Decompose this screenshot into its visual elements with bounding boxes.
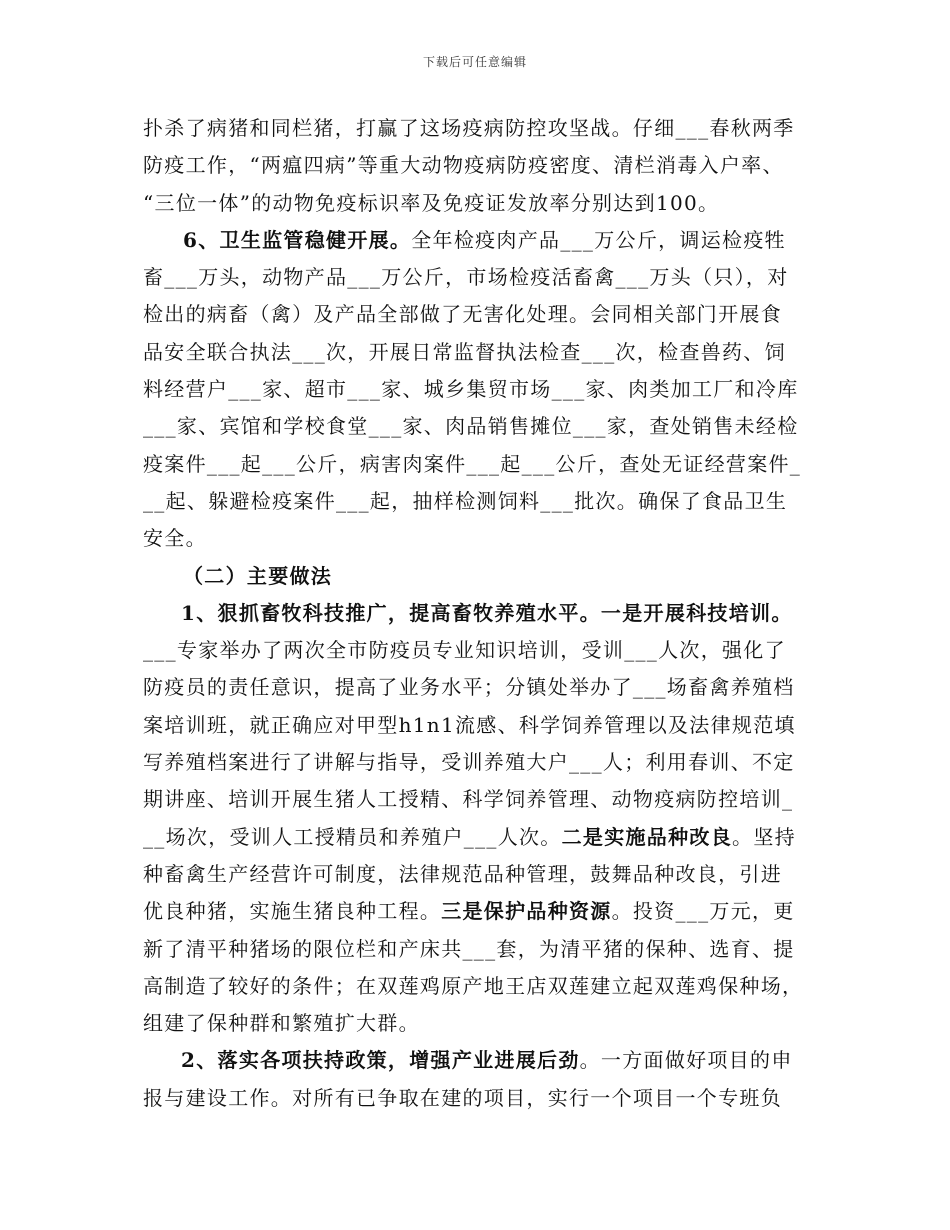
text-segment: __场次，受训人工授精员和养殖户___人次。 xyxy=(143,824,562,849)
text-segment: 案培训班，就正确应对甲型h1n1流感、科学饲养管理以及法律规范填 xyxy=(143,712,796,737)
text-line xyxy=(143,781,823,818)
text-segment: 写养殖档案进行了讲解与指导，受训养殖大户___人；利用春训、不定 xyxy=(143,750,795,775)
text-segment: 。投资___万元，更 xyxy=(611,899,795,924)
text-segment: 优良种猪，实施生猪良种工程。 xyxy=(143,899,442,924)
text-segment: 畜___万头，动物产品___万公斤，市场检疫活畜禽___万头（只），对 xyxy=(143,265,789,290)
text-line xyxy=(143,483,823,520)
text-segment: 新了清平种猪场的限位栏和产床共___套，为清平猪的保种、选育、提 xyxy=(143,936,795,961)
text-segment: 。一方面做好项目的申 xyxy=(579,1048,793,1073)
text-line xyxy=(143,669,823,706)
text-segment: __起、躲避检疫案件___起，抽样检测饲料___批次。确保了食品卫生 xyxy=(143,488,788,513)
text-line xyxy=(143,1042,823,1079)
bold-text-segment: 二是实施品种改良 xyxy=(561,824,733,849)
text-line xyxy=(143,296,823,333)
text-segment: 全年检疫肉产品___万公斤，调运检疫牲 xyxy=(411,227,786,252)
page-header-note: 下载后可任意编辑 xyxy=(422,55,527,69)
text-segment: 扑杀了病猪和同栏猪，打赢了这场疫病防控攻坚战。仔细___春秋两季 xyxy=(143,116,795,140)
text-line xyxy=(143,968,823,1005)
text-segment: ___家、宾馆和学校食堂___家、肉品销售摊位___家，查处销售未经检 xyxy=(143,414,799,439)
text-line xyxy=(143,520,823,557)
text-line xyxy=(143,222,823,259)
text-segment: 疫案件___起___公斤，病害肉案件___起___公斤，查处无证经营案件_ xyxy=(143,451,802,476)
text-line xyxy=(143,371,823,408)
text-line xyxy=(143,856,823,893)
text-line xyxy=(143,110,823,147)
text-line xyxy=(143,558,823,595)
text-segment: 安全。 xyxy=(143,526,207,551)
text-line xyxy=(143,185,823,222)
text-segment: “三位一体”的动物免疫标识率及免疫证发放率分别达到100。 xyxy=(143,190,720,215)
text-line xyxy=(143,147,823,184)
text-segment: ___专家举办了两次全市防疫员专业知识培训，受训___人次，强化了 xyxy=(143,638,786,663)
text-segment: 种畜禽生产经营许可制度，法律规范品种管理，鼓舞品种改良，引进 xyxy=(143,861,782,886)
text-line xyxy=(143,744,823,781)
text-line xyxy=(143,819,823,856)
text-segment: 品安全联合执法___次，开展日常监督执法检查___次，检查兽药、饲 xyxy=(143,339,786,364)
bold-text-segment: 2、落实各项扶持政策，增强产业进展后劲 xyxy=(181,1048,580,1073)
bold-text-segment: （二）主要做法 xyxy=(183,563,333,588)
bold-text-segment: 三是保护品种资源 xyxy=(441,899,612,924)
text-segment: 防疫工作，“两瘟四病”等重大动物疫病防疫密度、清栏消毒入户率、 xyxy=(143,153,784,178)
text-line xyxy=(143,595,823,632)
bold-text-segment: 6、卫生监管稳健开展。 xyxy=(183,227,412,252)
text-line xyxy=(143,707,823,744)
text-line xyxy=(143,632,823,669)
text-segment: 组建了保种群和繁殖扩大群。 xyxy=(143,1011,420,1036)
text-line xyxy=(143,446,823,483)
bold-text-segment: 1、狠抓畜牧科技推广，提高畜牧养殖水平。一是开展科技培训。 xyxy=(181,600,793,625)
text-segment: 报与建设工作。对所有已争取在建的项目，实行一个项目一个专班负 xyxy=(143,1085,782,1110)
text-segment: 防疫员的责任意识，提高了业务水平；分镇处举办了___场畜禽养殖档 xyxy=(143,675,795,700)
text-segment: 。坚持 xyxy=(732,824,796,849)
text-segment: 料经营户___家、超市___家、城乡集贸市场___家、肉类加工厂和冷库 xyxy=(143,377,799,402)
text-segment: 期讲座、培训开展生猪人工授精、科学饲养管理、动物疫病防控培训_ xyxy=(143,787,794,812)
text-line xyxy=(143,931,823,968)
text-line xyxy=(143,408,823,445)
text-line xyxy=(143,1080,823,1117)
document-body xyxy=(143,110,823,1117)
text-segment: 检出的病畜（禽）及产品全部做了无害化处理。会同相关部门开展食 xyxy=(143,302,782,327)
text-line xyxy=(143,893,823,930)
text-line xyxy=(143,259,823,296)
text-line xyxy=(143,1005,823,1042)
text-segment: 高制造了较好的条件；在双莲鸡原产地王店双莲建立起双莲鸡保种场， xyxy=(143,973,804,998)
text-line xyxy=(143,334,823,371)
